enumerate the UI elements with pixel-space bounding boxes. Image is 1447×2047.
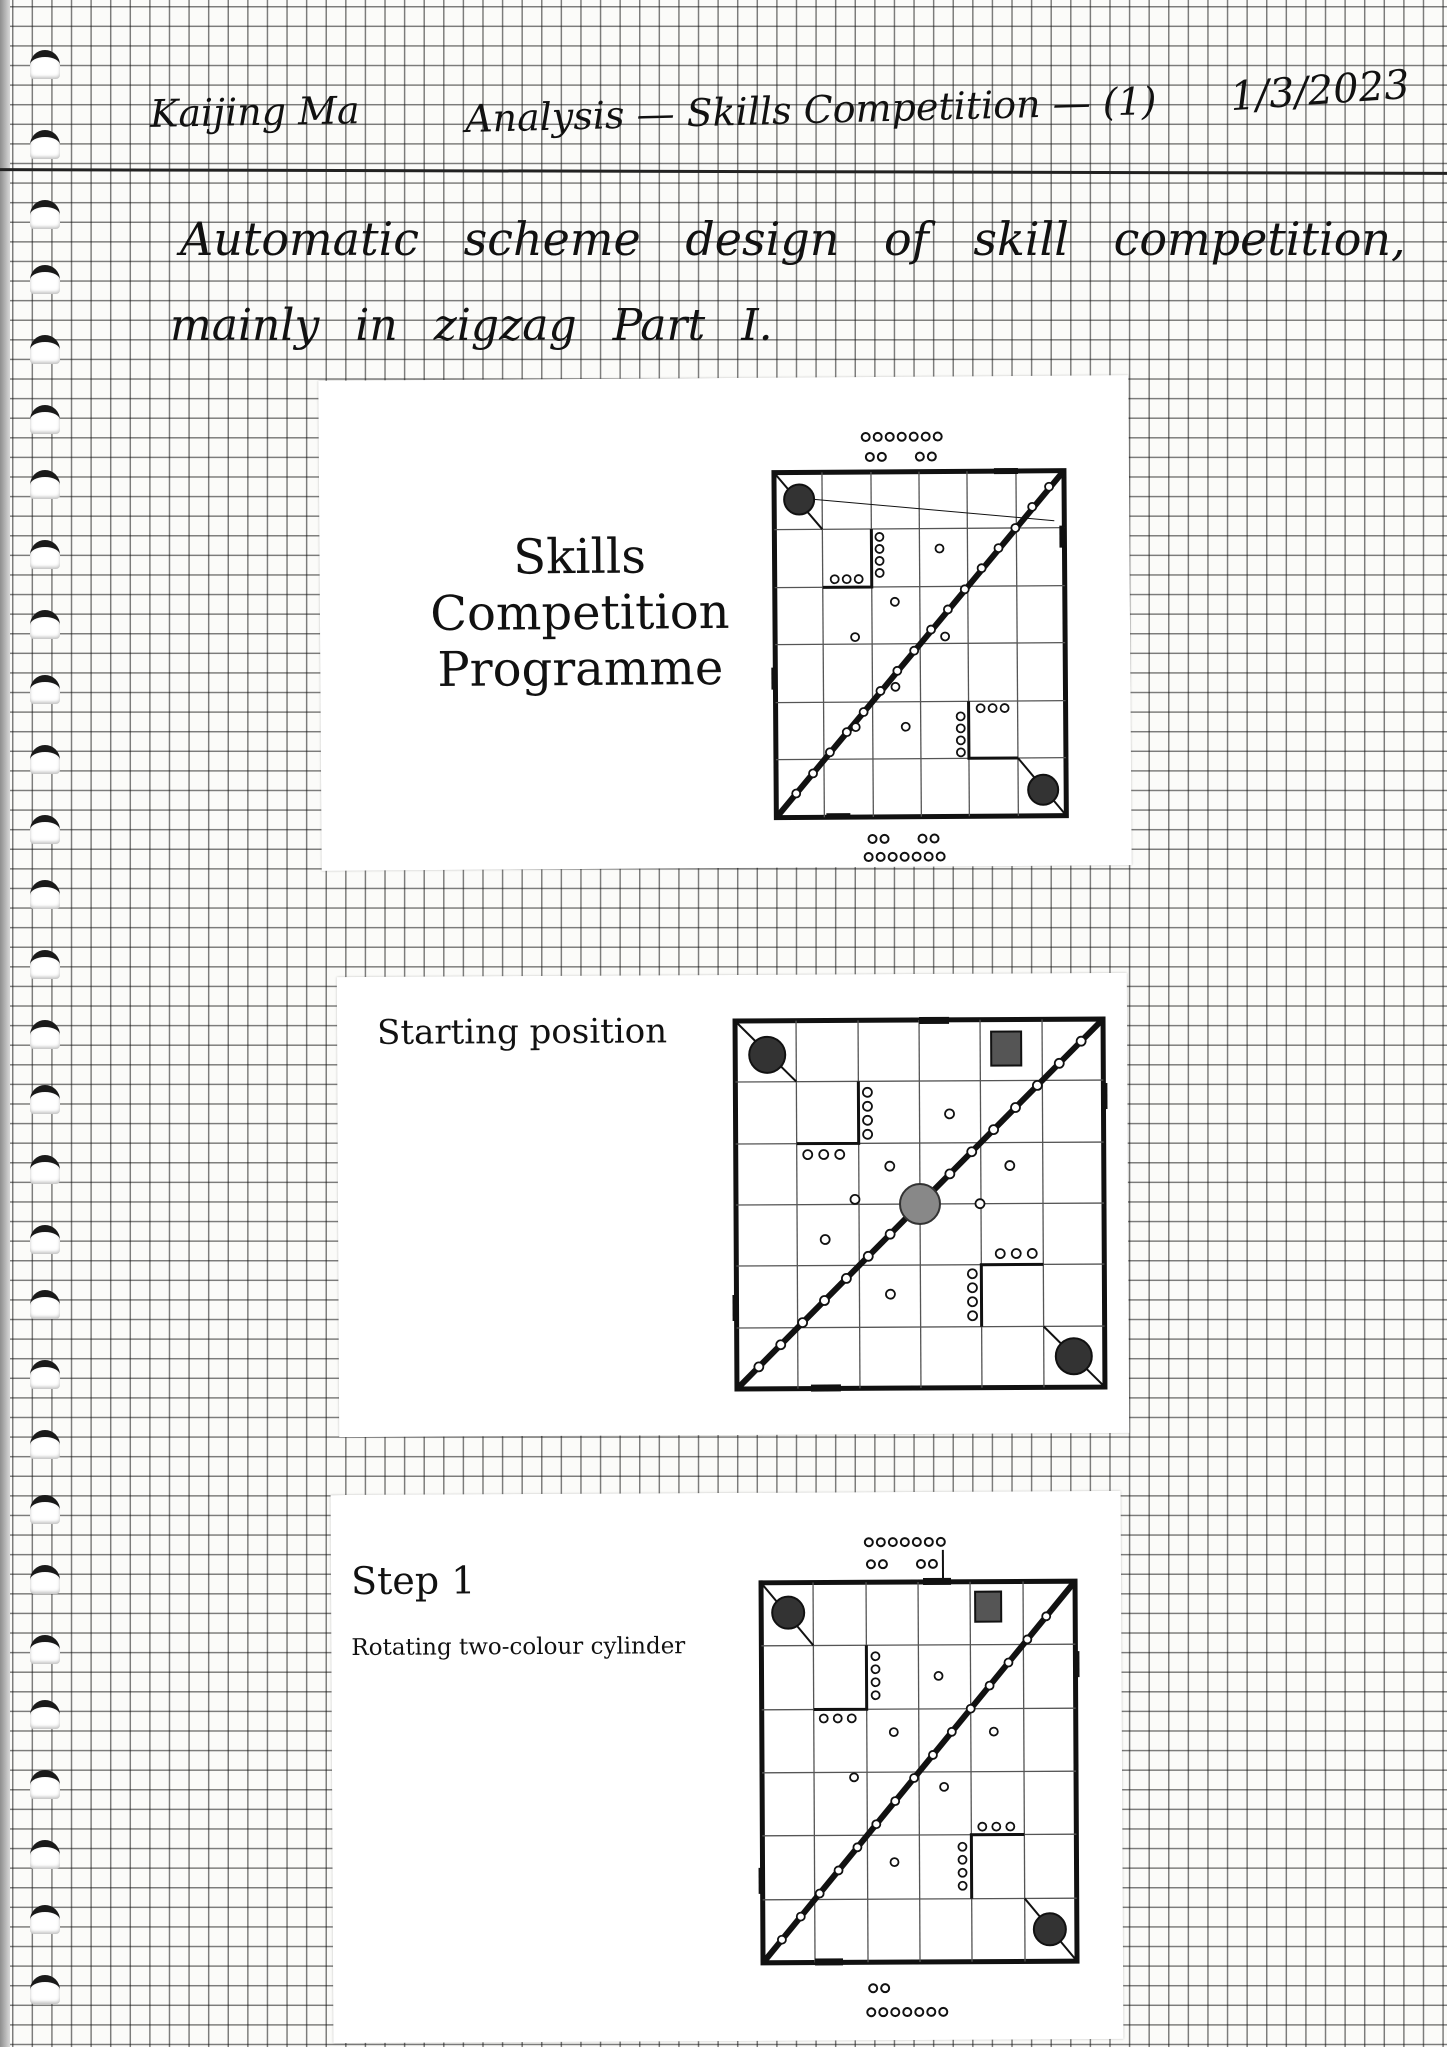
slide-title: Step 1: [350, 1558, 476, 1603]
slide-subtitle: Rotating two-colour cylinder: [351, 1633, 686, 1661]
field-map-image: [729, 1013, 1111, 1395]
author-name: Kaijing Ma: [149, 88, 360, 136]
page-heading: Analysis — Skills Competition — (1): [464, 78, 1158, 142]
field-map-image: [754, 425, 1087, 867]
field-diagram: [754, 425, 1087, 867]
field-diagram: [729, 1013, 1111, 1395]
intro-line-2: mainly in zigzag Part I.: [170, 300, 773, 351]
slide-title: Skills Competition Programme: [430, 528, 730, 699]
slide-step-1: [331, 1491, 1124, 2043]
intro-line-1: Automatic scheme design of skill competition,: [180, 212, 1406, 266]
spiral-binding-holes: [30, 50, 120, 2040]
slide-programme: [318, 375, 1131, 871]
page-edge: [0, 0, 10, 2047]
field-diagram: [753, 1531, 1086, 2023]
page-date: 1/3/2023: [1228, 61, 1412, 121]
field-map-image: [753, 1531, 1086, 2023]
slide-title: Starting position: [376, 1011, 668, 1053]
slide-starting-position: [337, 973, 1129, 1437]
